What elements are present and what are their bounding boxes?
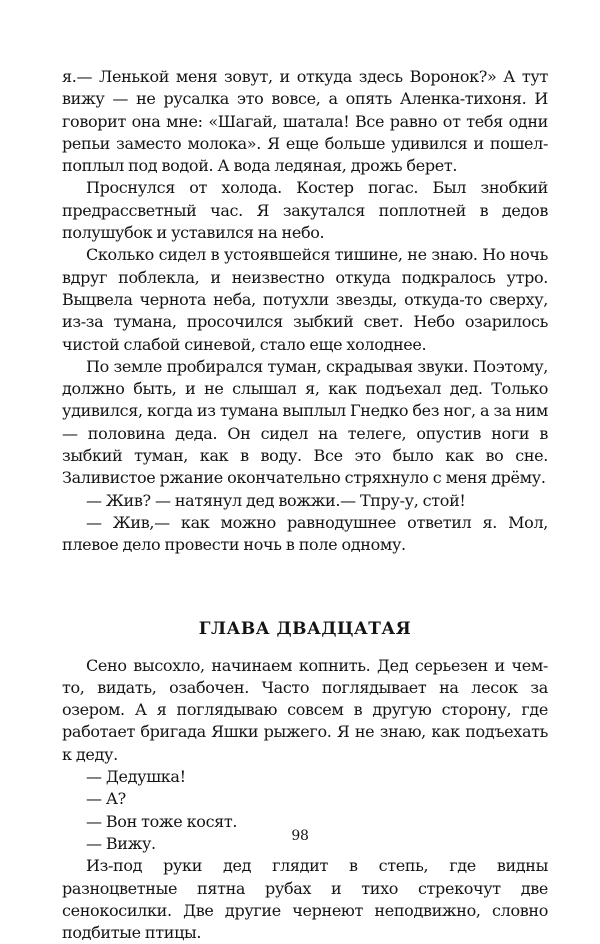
dialogue-line: — Дедушка! (86, 767, 186, 787)
paragraph: Проснулся от холода. Костер погас. Был знобкий предрассветный час. Я закутался поплотней в дедов полушубок и уставился на небо. (62, 178, 548, 243)
page-number: 98 (291, 828, 309, 844)
dialogue-line: — Жив,— как можно равнодушнее ответил я. Мол, плевое дело провести ночь в поле одному. (62, 512, 548, 555)
chapter-title: ГЛАВА ДВАДЦАТАЯ (198, 618, 412, 639)
paragraph: я.— Ленькой меня зовут, и откуда здесь Воронок?» А тут вижу — не русалка это вовсе, а опять Аленка-тихоня. И говорит она мне: «Шагай, шатала! Все равно от тебя одни репьи заместо молока». Я еще больше удивился и пошел-поплыл под водой. А вода ледяная, дрожь берет. (62, 67, 548, 176)
dialogue-line: — Вон тоже косят. (86, 811, 238, 831)
book-page (62, 66, 548, 944)
dialogue-line: — А? (86, 789, 126, 809)
paragraph: Сколько сидел в устоявшейся тишине, не знаю. Но ночь вдруг поблекла, и неизвестно откуда подкралось утро. Выцвела чернота неба, потухли звезды, откуда-то сверху, из-за тумана, просочился зыбкий свет. Небо озарилось чистой слабой синевой, стало еще холоднее. (62, 245, 548, 354)
paragraph: Из-под руки дед глядит в степь, где видны разноцветные пятна рубах и тихо стрекочут две сенокосилки. Две другие чернеют неподвижно, словно подбитые птицы. (62, 856, 548, 943)
dialogue-line: — Вижу. (86, 833, 156, 853)
dialogue-line: — Жив? — натянул дед вожжи.— Тпру-у, стой! (86, 490, 466, 510)
paragraph: Сено высохло, начинаем копнить. Дед серьезен и чем-то, видать, озабочен. Часто поглядывает на лесок за озером. А я поглядываю совсем в другую сторону, где работает бригада Яшки рыжего. Я не знаю, как подъехать к деду. (62, 655, 548, 764)
paragraph: По земле пробирался туман, скрадывая звуки. Поэтому, должно быть, и не слышал я, как подъехал дед. Только удивился, когда из тумана выплыл Гнедко без ног, а за ним — половина деда. Он сидел на телеге, опустив ноги в зыбкий туман, как в воду. Все это было как во сне. Заливистое ржание окончательно стряхнуло с меня дрёму. (62, 356, 548, 488)
